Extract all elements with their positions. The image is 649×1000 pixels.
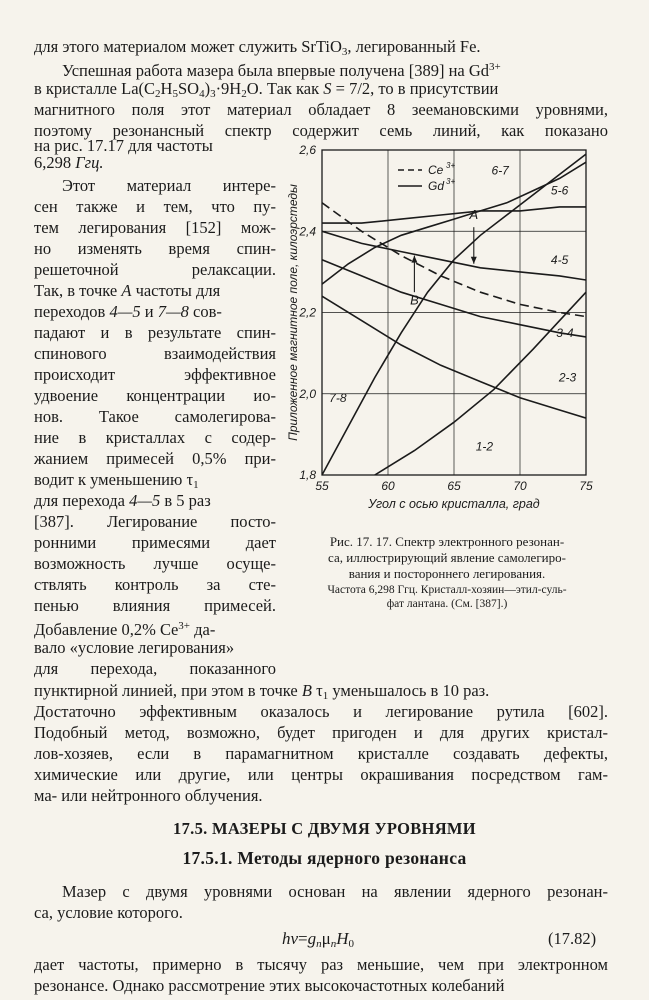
left-line-10: падают и в результате спин-	[34, 323, 276, 342]
bottom-line-2: Достаточно эффективным оказалось и легирование рутила [602].	[34, 702, 608, 721]
curve-label-2-3: 2-3	[558, 370, 577, 385]
text-line-2: Успешная работа мазера была впервые получена [389] на $Gd^{3+}$	[62, 61, 501, 80]
y-tick-label: 2,6	[299, 143, 316, 157]
left-line-19: [387]. Легирование посто-	[34, 512, 276, 531]
x-tick-label: 70	[513, 479, 527, 493]
figure-17-17-chart	[282, 142, 612, 527]
left-line-9: переходов 4—5 и 7—8 сов-	[34, 302, 222, 321]
y-tick-label: 2,2	[299, 305, 316, 320]
y-tick-label: 2,0	[299, 386, 316, 401]
figure-caption-note-2: фат лантана. (См. [387].)	[386, 598, 508, 610]
para2-line-1: Мазер с двумя уровнями основан на явлении ядерного резонан-	[62, 882, 608, 901]
left-line-2: 6,298 Ггц.	[34, 153, 104, 172]
x-axis-label: Угол с осью кристалла, град	[368, 497, 540, 511]
left-line-16: жанием примесей 0,5% при-	[34, 449, 276, 468]
y-tick-label: 2,4	[299, 224, 316, 239]
left-line-25: вало «условие легирования»	[34, 638, 235, 657]
equation-number: (17.82)	[548, 929, 597, 948]
annotation-B-arrow-head	[411, 256, 417, 263]
legend-label: Ce	[428, 163, 444, 177]
text-line-1: для этого материалом может служить SrTiO$_3$, легированный Fe.	[34, 37, 481, 58]
left-line-13: удвоение концентрации ио-	[34, 386, 276, 405]
left-line-22: ствлять контроль за сте-	[34, 575, 276, 594]
x-tick-label: 65	[447, 479, 461, 493]
para3-line-2: резонансе. Однако рассмотрение этих высокочастотных колебаний	[34, 976, 505, 995]
left-line-8: Так, в точке A частоты для	[34, 281, 221, 300]
left-line-12: происходит эффективное	[34, 365, 276, 384]
y-axis-label: Приложенное магнитное поле, килоэрстеды	[286, 184, 300, 441]
left-line-5: тем легирования [152] мож-	[34, 218, 276, 237]
left-line-1: на рис. 17.17 для частоты	[34, 136, 213, 155]
bottom-line-6: ма- или нейтронного облучения.	[34, 786, 263, 805]
left-line-7: решеточной релаксации.	[34, 260, 276, 279]
x-tick-label: 60	[381, 479, 395, 493]
curve-label-3-4: 3-4	[556, 325, 574, 340]
left-line-21: возможность лучше осуще-	[34, 554, 276, 573]
bottom-line-4: лов-хозяев, если в парамагнитном кристалле создавать дефекты,	[34, 744, 608, 763]
left-line-6: но изменять время спин-	[34, 239, 276, 258]
left-line-3: Этот материал интере-	[62, 176, 276, 195]
text-line-4: магнитного поля этот материал обладает 8 зеемановскими уровнями,	[34, 100, 608, 119]
left-line-17: водит к уменьшению $\tau_1$	[34, 470, 199, 491]
para2-line-2: са, условие которого.	[34, 903, 183, 922]
left-line-15: ние в кристаллах с содер-	[34, 428, 276, 447]
x-tick-label: 55	[315, 479, 329, 493]
curve-label-5-6: 5-6	[550, 183, 569, 198]
curve-label-6-7: 6-7	[491, 163, 509, 178]
annotation-A-arrow-head	[471, 257, 477, 264]
figure-caption-line-1: Рис. 17. 17. Спектр электронного резонан-	[329, 534, 565, 549]
annotation-B: B	[410, 292, 419, 308]
figure-caption-line-2: са, иллюстрирующий явление самолегиро-	[328, 550, 566, 565]
left-line-11: спинового взаимодействия	[34, 344, 276, 363]
figure-caption-note-1: Частота 6,298 Ггц. Кристалл-хозяин—этил-суль-	[327, 584, 567, 596]
bottom-line-3: Подобный метод, возможно, будет пригоден и для других кристал-	[34, 723, 608, 742]
left-line-24: Добавление 0,2% $Ce^{3+}$ да-	[34, 620, 216, 639]
left-line-20: ронними примесями дает	[34, 533, 276, 552]
y-tick-label: 1,8	[299, 468, 316, 482]
left-line-23: пенью влияния примесей.	[34, 596, 276, 615]
figure-caption-line-3: вания и постороннего легирования.	[348, 566, 546, 581]
bottom-line-5: химические или другие, или центры окрашивания посредством гам-	[34, 765, 608, 784]
equation: $hv=g_n\mu_nH_0$	[282, 929, 355, 950]
subsection-heading: 17.5.1. Методы ядерного резонанса	[182, 848, 467, 868]
curve-label-4-5: 4-5	[550, 252, 569, 267]
legend-label-sup: 3+	[446, 177, 456, 186]
left-line-14: нов. Такое самолегирова-	[34, 407, 276, 426]
section-heading: 17.5. МАЗЕРЫ С ДВУМЯ УРОВНЯМИ	[173, 819, 476, 838]
curve-label-1-2: 1-2	[475, 439, 494, 454]
text-line-3: в кристалле $La(C_2H_5SO_4)_3\cdot 9H_2O$. Так как S = 7/2, то в присутствии	[34, 79, 499, 100]
left-line-26: для перехода, показанного	[34, 659, 276, 678]
legend-label-sup: 3+	[446, 161, 456, 170]
annotation-A: A	[469, 207, 479, 223]
left-line-18: для перехода 4—5 в 5 раз	[34, 491, 211, 510]
text-line-5: поэтому резонансный спектр содержит семь линий, как показано	[34, 121, 608, 140]
curve-label-7-8: 7-8	[329, 390, 347, 405]
left-line-4: сен также и тем, что пу-	[34, 197, 276, 216]
para3-line-1: дает частоты, примерно в тысячу раз меньшие, чем при электронном	[34, 955, 608, 974]
x-tick-label: 75	[579, 479, 593, 493]
bottom-line-1: пунктирной линией, при этом в точке B $\tau_1$ уменьшалось в 10 раз.	[34, 681, 490, 702]
legend-label: Gd	[428, 179, 445, 193]
